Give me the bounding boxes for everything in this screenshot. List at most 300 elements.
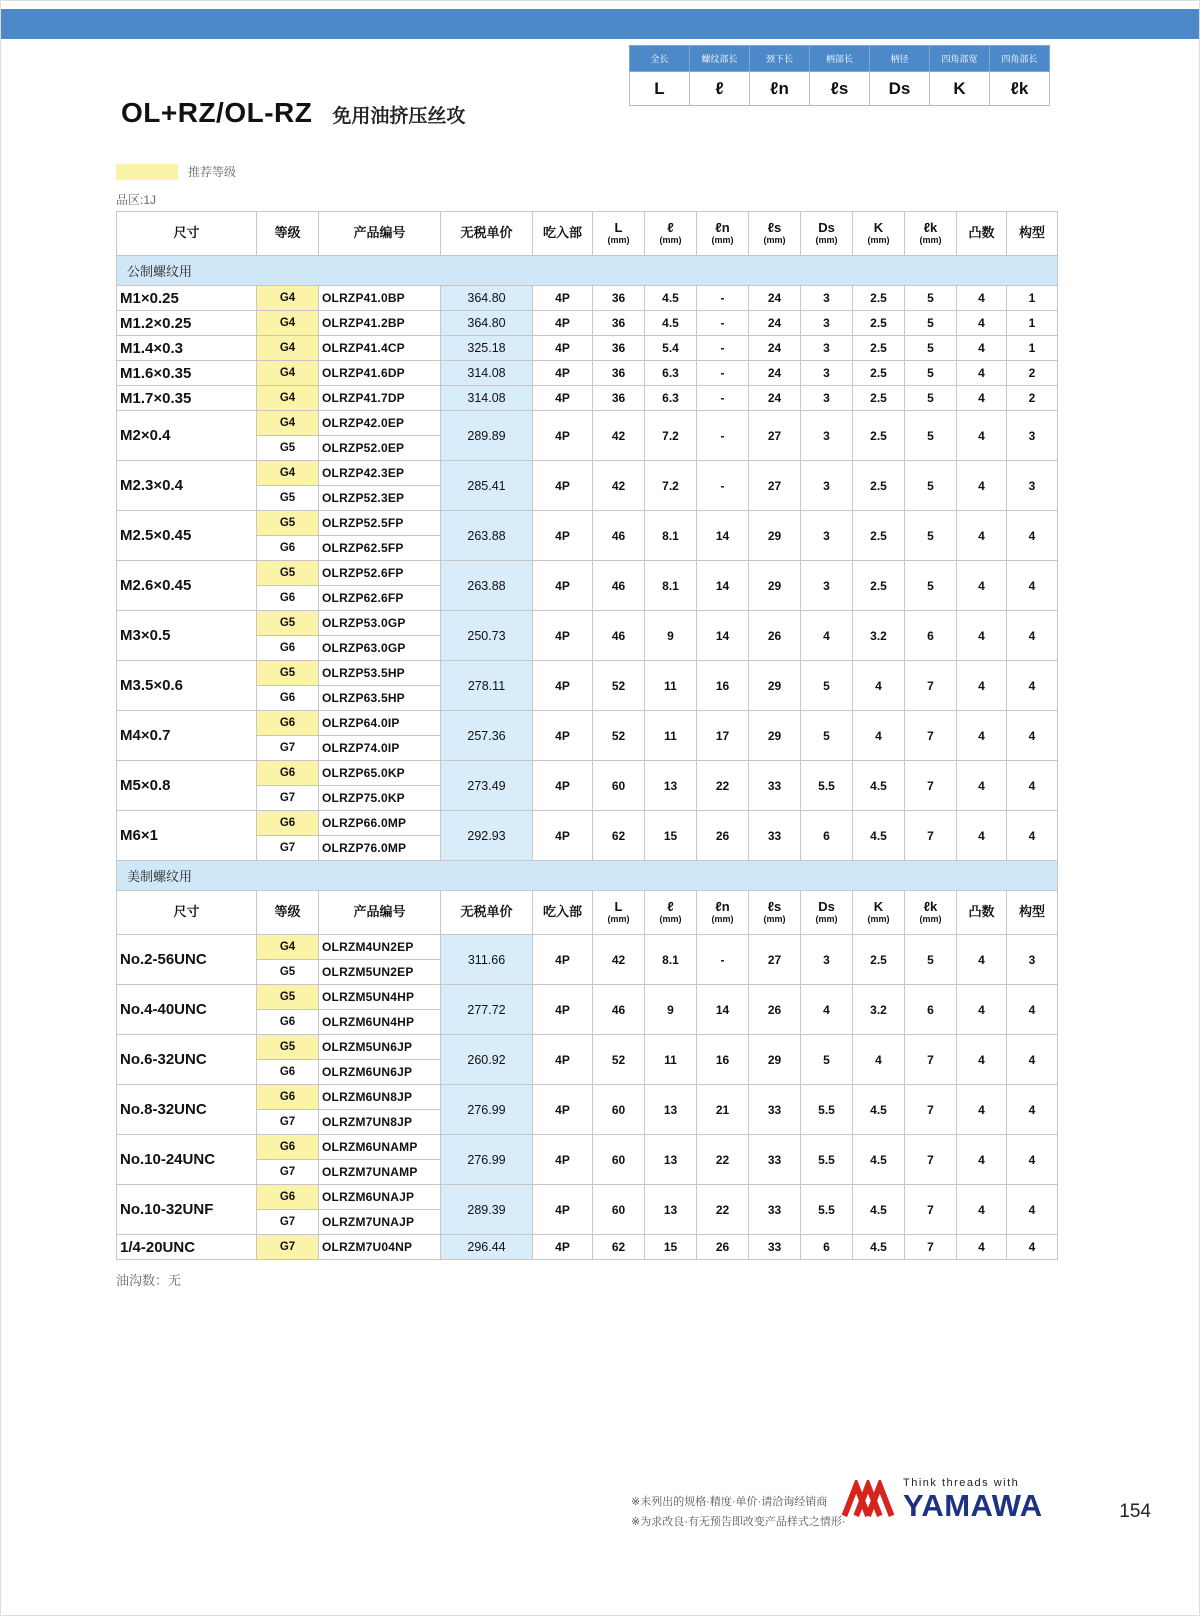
spec-ln-cell: -	[697, 286, 749, 311]
product-code-cell: OLRZM6UNAMP	[319, 1135, 441, 1160]
spec-lk-cell: 7	[905, 1235, 957, 1260]
spec-K-cell: 4.5	[853, 811, 905, 861]
price-cell: 314.08	[441, 386, 533, 411]
spec-K-cell: 2.5	[853, 935, 905, 985]
product-code-cell: OLRZM6UN6JP	[319, 1060, 441, 1085]
section-title: 美制螺纹用	[117, 861, 1058, 891]
spec-lk-cell: 7	[905, 1135, 957, 1185]
column-header-unit: (mm)	[815, 235, 838, 246]
price-cell: 311.66	[441, 935, 533, 985]
size-cell: M1.6×0.35	[117, 361, 257, 386]
grade-cell: G7	[257, 786, 319, 811]
spec-lobes-cell: 4	[957, 661, 1007, 711]
spec-chamfer-cell: 4P	[533, 985, 593, 1035]
price-cell: 325.18	[441, 336, 533, 361]
spec-chamfer-cell: 4P	[533, 1085, 593, 1135]
price-cell: 263.88	[441, 561, 533, 611]
grade-cell: G5	[257, 436, 319, 461]
spec-ln-cell: 14	[697, 985, 749, 1035]
spec-lk-cell: 7	[905, 661, 957, 711]
column-header	[853, 891, 905, 935]
column-header-label: ℓk	[923, 220, 938, 236]
spec-ln-cell: 16	[697, 661, 749, 711]
price-cell: 364.80	[441, 311, 533, 336]
spec-l-cell: 13	[645, 1135, 697, 1185]
grade-cell: G4	[257, 461, 319, 486]
column-header-label: ℓ	[667, 899, 674, 915]
spec-K-cell: 3.2	[853, 611, 905, 661]
column-header-label: 吃入部	[542, 904, 582, 920]
spec-K-cell: 2.5	[853, 511, 905, 561]
spec-pattern-cell: 1	[1007, 286, 1058, 311]
product-code-cell: OLRZP64.0IP	[319, 711, 441, 736]
price-cell: 278.11	[441, 661, 533, 711]
footer-note-line: ※未列出的规格·精度·单价·请洽询经销商	[631, 1496, 828, 1508]
logo-tagline: Think threads with	[903, 1477, 1020, 1489]
size-cell: No.4-40UNC	[117, 985, 257, 1035]
size-cell: M3.5×0.6	[117, 661, 257, 711]
column-header	[801, 891, 853, 935]
spec-l-cell: 8.1	[645, 561, 697, 611]
dim-legend-symbol: L	[630, 72, 690, 106]
spec-Ds-cell: 4	[801, 985, 853, 1035]
product-code-cell: OLRZM5UN2EP	[319, 960, 441, 985]
spec-chamfer-cell: 4P	[533, 461, 593, 511]
column-header-unit: (mm)	[867, 235, 890, 246]
spec-L-cell: 46	[593, 561, 645, 611]
column-header-label: L	[614, 220, 623, 236]
spec-pattern-cell: 1	[1007, 336, 1058, 361]
column-header	[697, 212, 749, 256]
spec-l-cell: 11	[645, 711, 697, 761]
column-header	[957, 891, 1007, 935]
spec-chamfer-cell: 4P	[533, 935, 593, 985]
spec-l-cell: 4.5	[645, 286, 697, 311]
spec-l-cell: 13	[645, 1185, 697, 1235]
product-code-cell: OLRZM7UN8JP	[319, 1110, 441, 1135]
spec-Ds-cell: 4	[801, 611, 853, 661]
grade-cell: G6	[257, 761, 319, 786]
spec-pattern-cell: 4	[1007, 611, 1058, 661]
column-header-label: ℓn	[715, 220, 730, 236]
spec-lk-cell: 5	[905, 336, 957, 361]
spec-K-cell: 4.5	[853, 1085, 905, 1135]
spec-lobes-cell: 4	[957, 985, 1007, 1035]
spec-ln-cell: 26	[697, 811, 749, 861]
spec-K-cell: 2.5	[853, 336, 905, 361]
recommended-grade-swatch	[116, 164, 178, 180]
column-header-unit: (mm)	[763, 914, 786, 925]
size-cell: M2.5×0.45	[117, 511, 257, 561]
spec-ls-cell: 33	[749, 761, 801, 811]
size-cell: M2×0.4	[117, 411, 257, 461]
spec-ln-cell: 22	[697, 761, 749, 811]
dim-legend-header: 柄部长	[810, 46, 870, 72]
grade-cell: G4	[257, 361, 319, 386]
spec-ls-cell: 33	[749, 1185, 801, 1235]
grade-cell: G5	[257, 985, 319, 1010]
price-cell: 257.36	[441, 711, 533, 761]
column-header-label: 无税单价	[460, 904, 513, 920]
spec-L-cell: 46	[593, 611, 645, 661]
spec-L-cell: 52	[593, 661, 645, 711]
spec-Ds-cell: 3	[801, 286, 853, 311]
column-header-unit: (mm)	[815, 914, 838, 925]
spec-lk-cell: 5	[905, 361, 957, 386]
column-header-label: L	[614, 899, 623, 915]
product-code-cell: OLRZP52.3EP	[319, 486, 441, 511]
spec-ls-cell: 29	[749, 561, 801, 611]
price-cell: 277.72	[441, 985, 533, 1035]
spec-K-cell: 3.2	[853, 985, 905, 1035]
spec-chamfer-cell: 4P	[533, 611, 593, 661]
spec-lk-cell: 6	[905, 985, 957, 1035]
yamawa-logo-text	[903, 1477, 1043, 1521]
product-code-cell: OLRZM5UN4HP	[319, 985, 441, 1010]
product-code-cell: OLRZP53.5HP	[319, 661, 441, 686]
column-header	[853, 212, 905, 256]
grade-cell: G7	[257, 736, 319, 761]
dim-legend-symbol: K	[930, 72, 990, 106]
grade-cell: G4	[257, 336, 319, 361]
spec-lobes-cell: 4	[957, 935, 1007, 985]
grade-cell: G6	[257, 1185, 319, 1210]
column-header-label: 尺寸	[173, 225, 200, 241]
spec-ls-cell: 29	[749, 661, 801, 711]
spec-pattern-cell: 4	[1007, 711, 1058, 761]
spec-l-cell: 6.3	[645, 386, 697, 411]
spec-lobes-cell: 4	[957, 561, 1007, 611]
spec-ln-cell: 16	[697, 1035, 749, 1085]
product-code-cell: OLRZM7UNAJP	[319, 1210, 441, 1235]
spec-K-cell: 4.5	[853, 1185, 905, 1235]
spec-chamfer-cell: 4P	[533, 511, 593, 561]
spec-L-cell: 60	[593, 1085, 645, 1135]
grade-cell: G4	[257, 386, 319, 411]
size-cell: M2.3×0.4	[117, 461, 257, 511]
spec-Ds-cell: 3	[801, 561, 853, 611]
spec-l-cell: 9	[645, 985, 697, 1035]
size-cell: No.10-24UNC	[117, 1135, 257, 1185]
column-header	[645, 891, 697, 935]
spec-pattern-cell: 2	[1007, 386, 1058, 411]
grade-cell: G7	[257, 1160, 319, 1185]
column-header	[257, 212, 319, 256]
column-header-label: 产品编号	[353, 904, 406, 920]
spec-pattern-cell: 3	[1007, 461, 1058, 511]
column-header	[749, 212, 801, 256]
spec-lk-cell: 7	[905, 1185, 957, 1235]
spec-l-cell: 6.3	[645, 361, 697, 386]
product-code-cell: OLRZM6UN4HP	[319, 1010, 441, 1035]
spec-L-cell: 36	[593, 311, 645, 336]
grade-cell: G5	[257, 611, 319, 636]
grade-cell: G7	[257, 1210, 319, 1235]
spec-K-cell: 2.5	[853, 411, 905, 461]
column-header-label: ℓ	[667, 220, 674, 236]
price-cell: 289.39	[441, 1185, 533, 1235]
spec-l-cell: 4.5	[645, 311, 697, 336]
column-header-label: 产品编号	[353, 225, 406, 241]
spec-l-cell: 13	[645, 1085, 697, 1135]
spec-pattern-cell: 4	[1007, 761, 1058, 811]
product-table	[116, 211, 1058, 1260]
spec-lk-cell: 5	[905, 511, 957, 561]
spec-K-cell: 2.5	[853, 311, 905, 336]
product-table-wrap	[116, 211, 1057, 1289]
spec-L-cell: 46	[593, 985, 645, 1035]
column-header-label: ℓs	[767, 899, 782, 915]
spec-lk-cell: 5	[905, 411, 957, 461]
spec-Ds-cell: 6	[801, 811, 853, 861]
spec-pattern-cell: 3	[1007, 411, 1058, 461]
product-code-cell: OLRZP76.0MP	[319, 836, 441, 861]
grade-cell: G7	[257, 1110, 319, 1135]
product-code-cell: OLRZM5UN6JP	[319, 1035, 441, 1060]
spec-ln-cell: -	[697, 386, 749, 411]
column-header-label: 等级	[274, 225, 301, 241]
spec-lobes-cell: 4	[957, 311, 1007, 336]
product-code-cell: OLRZP66.0MP	[319, 811, 441, 836]
spec-lobes-cell: 4	[957, 811, 1007, 861]
column-header-label: ℓk	[923, 899, 938, 915]
column-header	[957, 212, 1007, 256]
size-cell: M1.2×0.25	[117, 311, 257, 336]
spec-lobes-cell: 4	[957, 1185, 1007, 1235]
column-header-label: 吃入部	[542, 225, 582, 241]
spec-Ds-cell: 3	[801, 461, 853, 511]
grade-cell: G7	[257, 1235, 319, 1260]
price-cell: 276.99	[441, 1085, 533, 1135]
size-cell: M6×1	[117, 811, 257, 861]
product-code-cell: OLRZP41.4CP	[319, 336, 441, 361]
spec-K-cell: 4	[853, 661, 905, 711]
price-cell: 273.49	[441, 761, 533, 811]
price-cell: 250.73	[441, 611, 533, 661]
spec-l-cell: 8.1	[645, 511, 697, 561]
spec-lobes-cell: 4	[957, 761, 1007, 811]
spec-Ds-cell: 3	[801, 361, 853, 386]
size-cell: M4×0.7	[117, 711, 257, 761]
column-header	[801, 212, 853, 256]
spec-L-cell: 60	[593, 1185, 645, 1235]
spec-ls-cell: 27	[749, 411, 801, 461]
grade-cell: G4	[257, 311, 319, 336]
spec-lobes-cell: 4	[957, 1085, 1007, 1135]
spec-pattern-cell: 4	[1007, 511, 1058, 561]
column-header-unit: (mm)	[763, 235, 786, 246]
spec-Ds-cell: 5	[801, 661, 853, 711]
column-header	[441, 891, 533, 935]
product-code-cell: OLRZP52.6FP	[319, 561, 441, 586]
column-header-label: 等级	[274, 904, 301, 920]
column-header-label: 凸数	[968, 904, 995, 920]
footer-notes	[631, 1493, 846, 1533]
spec-chamfer-cell: 4P	[533, 711, 593, 761]
spec-ln-cell: -	[697, 461, 749, 511]
spec-Ds-cell: 3	[801, 336, 853, 361]
size-cell: M1×0.25	[117, 286, 257, 311]
product-code-cell: OLRZP62.6FP	[319, 586, 441, 611]
spec-K-cell: 4	[853, 1035, 905, 1085]
product-code-cell: OLRZM7U04NP	[319, 1235, 441, 1260]
grade-cell: G5	[257, 486, 319, 511]
spec-chamfer-cell: 4P	[533, 1035, 593, 1085]
spec-lk-cell: 7	[905, 761, 957, 811]
spec-chamfer-cell: 4P	[533, 411, 593, 461]
dim-legend-symbol: ℓ	[690, 72, 750, 106]
column-header	[905, 212, 957, 256]
product-code-cell: OLRZP41.6DP	[319, 361, 441, 386]
grade-cell: G5	[257, 561, 319, 586]
grade-cell: G6	[257, 686, 319, 711]
grade-cell: G6	[257, 536, 319, 561]
spec-ln-cell: 14	[697, 611, 749, 661]
column-header-unit: (mm)	[919, 235, 942, 246]
grade-cell: G6	[257, 811, 319, 836]
column-header-label: K	[873, 899, 884, 915]
spec-ls-cell: 33	[749, 1135, 801, 1185]
grade-cell: G5	[257, 661, 319, 686]
dim-legend-header: 柄径	[870, 46, 930, 72]
spec-l-cell: 11	[645, 1035, 697, 1085]
product-code-cell: OLRZP42.0EP	[319, 411, 441, 436]
recommended-grade-legend	[116, 163, 236, 180]
column-header-label: ℓn	[715, 899, 730, 915]
product-code-cell: OLRZM6UNAJP	[319, 1185, 441, 1210]
spec-lobes-cell: 4	[957, 1035, 1007, 1085]
spec-ls-cell: 27	[749, 935, 801, 985]
spec-chamfer-cell: 4P	[533, 386, 593, 411]
spec-lobes-cell: 4	[957, 386, 1007, 411]
spec-chamfer-cell: 4P	[533, 286, 593, 311]
spec-K-cell: 4.5	[853, 1235, 905, 1260]
spec-ls-cell: 24	[749, 311, 801, 336]
spec-lobes-cell: 4	[957, 511, 1007, 561]
spec-chamfer-cell: 4P	[533, 1135, 593, 1185]
grade-cell: G4	[257, 411, 319, 436]
spec-Ds-cell: 5.5	[801, 761, 853, 811]
column-header	[645, 212, 697, 256]
spec-Ds-cell: 3	[801, 935, 853, 985]
grade-cell: G4	[257, 286, 319, 311]
spec-Ds-cell: 5	[801, 711, 853, 761]
price-cell: 314.08	[441, 361, 533, 386]
dim-legend-symbol: ℓn	[750, 72, 810, 106]
spec-ls-cell: 24	[749, 386, 801, 411]
spec-pattern-cell: 4	[1007, 661, 1058, 711]
spec-ln-cell: -	[697, 336, 749, 361]
grade-cell: G6	[257, 1010, 319, 1035]
spec-L-cell: 42	[593, 461, 645, 511]
spec-lk-cell: 5	[905, 461, 957, 511]
price-cell: 292.93	[441, 811, 533, 861]
product-code-cell: OLRZP53.0GP	[319, 611, 441, 636]
spec-ln-cell: -	[697, 935, 749, 985]
grade-cell: G6	[257, 636, 319, 661]
recommended-grade-label: 推荐等级	[188, 165, 237, 179]
product-code-cell: OLRZP52.5FP	[319, 511, 441, 536]
column-header-label: 构型	[1018, 225, 1045, 241]
spec-pattern-cell: 4	[1007, 811, 1058, 861]
spec-pattern-cell: 4	[1007, 1135, 1058, 1185]
spec-Ds-cell: 3	[801, 511, 853, 561]
spec-pattern-cell: 4	[1007, 1085, 1058, 1135]
yamawa-logo	[841, 1477, 1043, 1521]
column-header-unit: (mm)	[659, 235, 682, 246]
spec-lobes-cell: 4	[957, 1135, 1007, 1185]
column-header	[257, 891, 319, 935]
spec-lk-cell: 5	[905, 286, 957, 311]
price-cell: 260.92	[441, 1035, 533, 1085]
top-accent-bar	[1, 9, 1199, 39]
spec-lk-cell: 7	[905, 811, 957, 861]
column-header-label: 构型	[1018, 904, 1045, 920]
spec-chamfer-cell: 4P	[533, 761, 593, 811]
spec-K-cell: 4.5	[853, 761, 905, 811]
spec-ln-cell: 21	[697, 1085, 749, 1135]
spec-ls-cell: 29	[749, 1035, 801, 1085]
spec-ls-cell: 33	[749, 1235, 801, 1260]
spec-ln-cell: -	[697, 311, 749, 336]
spec-ln-cell: 26	[697, 1235, 749, 1260]
spec-lobes-cell: 4	[957, 611, 1007, 661]
spec-ln-cell: 14	[697, 511, 749, 561]
spec-L-cell: 60	[593, 761, 645, 811]
size-cell: No.10-32UNF	[117, 1185, 257, 1235]
spec-l-cell: 15	[645, 1235, 697, 1260]
spec-Ds-cell: 3	[801, 311, 853, 336]
dim-legend-symbol: ℓk	[990, 72, 1050, 106]
spec-l-cell: 7.2	[645, 411, 697, 461]
spec-lk-cell: 7	[905, 711, 957, 761]
column-header-label: ℓs	[767, 220, 782, 236]
spec-L-cell: 60	[593, 1135, 645, 1185]
spec-lobes-cell: 4	[957, 411, 1007, 461]
product-code-cell: OLRZP62.5FP	[319, 536, 441, 561]
spec-chamfer-cell: 4P	[533, 311, 593, 336]
spec-lk-cell: 7	[905, 1085, 957, 1135]
spec-lk-cell: 5	[905, 386, 957, 411]
spec-pattern-cell: 4	[1007, 561, 1058, 611]
spec-ls-cell: 26	[749, 611, 801, 661]
spec-lk-cell: 6	[905, 611, 957, 661]
spec-lk-cell: 5	[905, 935, 957, 985]
spec-l-cell: 11	[645, 661, 697, 711]
spec-pattern-cell: 4	[1007, 1185, 1058, 1235]
product-code-cell: OLRZP74.0IP	[319, 736, 441, 761]
column-header-unit: (mm)	[711, 914, 734, 925]
product-code-cell: OLRZP63.5HP	[319, 686, 441, 711]
product-code-cell: OLRZP65.0KP	[319, 761, 441, 786]
spec-L-cell: 62	[593, 811, 645, 861]
column-header-label: 凸数	[968, 225, 995, 241]
grade-cell: G7	[257, 836, 319, 861]
column-header-label: Ds	[818, 220, 835, 236]
column-header	[1007, 212, 1058, 256]
grade-cell: G5	[257, 960, 319, 985]
spec-Ds-cell: 5.5	[801, 1135, 853, 1185]
size-cell: M2.6×0.45	[117, 561, 257, 611]
column-header	[319, 891, 441, 935]
product-code-cell: OLRZM7UNAMP	[319, 1160, 441, 1185]
column-header	[441, 212, 533, 256]
spec-chamfer-cell: 4P	[533, 811, 593, 861]
product-zone-label: 品区:1J	[116, 193, 157, 207]
spec-K-cell: 2.5	[853, 461, 905, 511]
column-header-label: K	[873, 220, 884, 236]
spec-l-cell: 7.2	[645, 461, 697, 511]
